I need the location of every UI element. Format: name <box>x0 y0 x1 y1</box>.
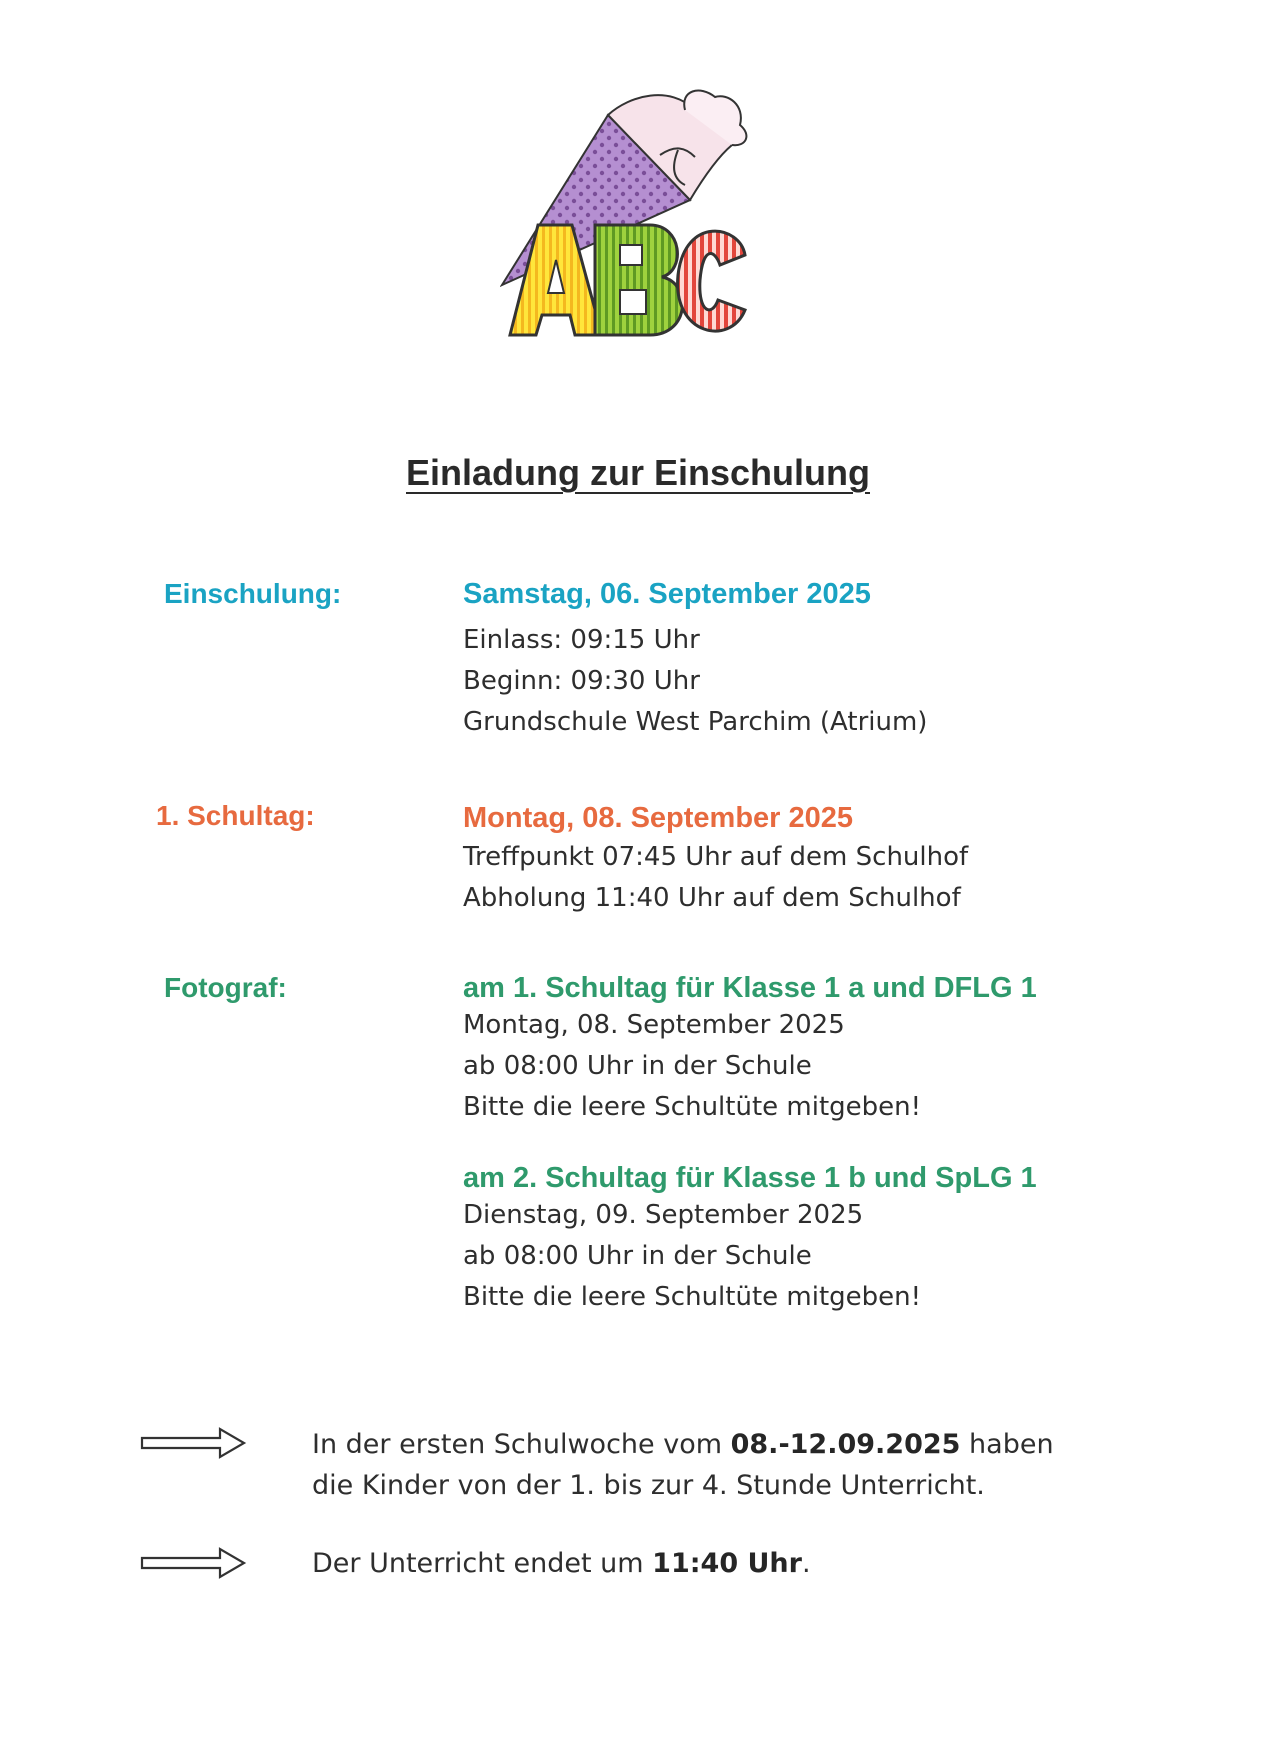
letter-b <box>595 225 683 335</box>
fotograf-line: Bitte die leere Schultüte mitgeben! <box>463 1282 922 1312</box>
note-text: In der ersten Schulwoche vom <box>312 1429 731 1460</box>
fotograf-line: ab 08:00 Uhr in der Schule <box>463 1241 812 1271</box>
fotograf-heading: am 1. Schultag für Klasse 1 a und DFLG 1 <box>463 972 1037 1004</box>
schultag-line: Treffpunkt 07:45 Uhr auf dem Schulhof <box>463 842 969 872</box>
note-text: . <box>801 1548 811 1579</box>
note-end-time <box>312 1543 811 1584</box>
letter-c <box>678 231 745 331</box>
schooltuete-abc-logo <box>500 85 800 370</box>
right-arrow-icon <box>140 1547 248 1579</box>
fotograf-group-1 <box>463 972 1037 1128</box>
fotograf-heading: am 2. Schultag für Klasse 1 b und SpLG 1 <box>463 1162 1037 1194</box>
schultag-date: Montag, 08. September 2025 <box>463 802 854 834</box>
einschulung-line: Einlass: 09:15 Uhr <box>463 625 700 655</box>
fotograf-group-2 <box>463 1162 1037 1318</box>
right-arrow-icon <box>140 1427 248 1459</box>
schultag-block <box>463 802 968 919</box>
schultag-line: Abholung 11:40 Uhr auf dem Schulhof <box>463 883 961 913</box>
note-first-week <box>312 1424 1054 1506</box>
einschulung-block <box>463 578 927 743</box>
note-bold-date: 08.-12.09.2025 <box>730 1429 961 1460</box>
note-text: die Kinder von der 1. bis zur 4. Stunde Unterricht. <box>312 1470 985 1501</box>
fotograf-line: Bitte die leere Schultüte mitgeben! <box>463 1092 922 1122</box>
fotograf-label: Fotograf: <box>164 972 287 1003</box>
einschulung-line: Grundschule West Parchim (Atrium) <box>463 707 928 737</box>
schultag-label: 1. Schultag: <box>156 800 315 831</box>
einschulung-label: Einschulung: <box>164 578 342 609</box>
note-bold-time: 11:40 Uhr <box>652 1548 802 1579</box>
einschulung-date: Samstag, 06. September 2025 <box>463 578 871 610</box>
fotograf-line: ab 08:00 Uhr in der Schule <box>463 1051 812 1081</box>
note-text: Der Unterricht endet um <box>312 1548 653 1579</box>
fotograf-line: Dienstag, 09. September 2025 <box>463 1200 864 1230</box>
fotograf-line: Montag, 08. September 2025 <box>463 1010 845 1040</box>
note-text: haben <box>960 1429 1054 1460</box>
einschulung-line: Beginn: 09:30 Uhr <box>463 666 700 696</box>
page-title: Einladung zur Einschulung <box>406 452 870 493</box>
